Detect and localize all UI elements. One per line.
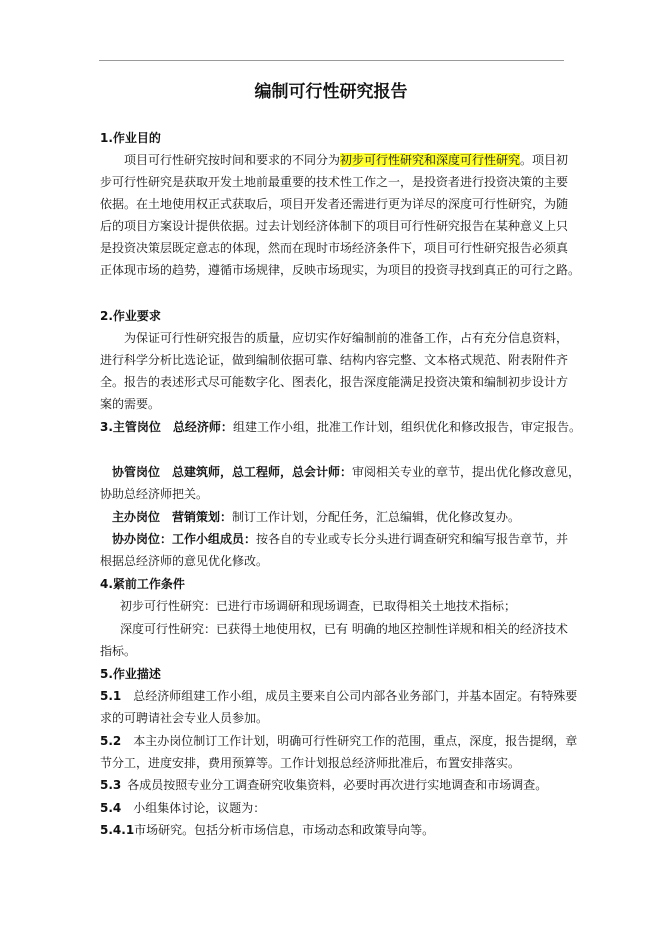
section-4-line-2: 深度可行性研究：已获得土地使用权，已有 明确的地区控制性详规和相关的经济技术 bbox=[120, 622, 568, 636]
section-2-heading: 2.作业要求 bbox=[100, 309, 161, 323]
section-1-line-4: 后的项目方案设计提供依据。过去计划经济体制下的项目可行性研究报告在某种意义上只 bbox=[100, 219, 569, 233]
main-label: 主办岗位 bbox=[112, 510, 161, 524]
main-role-line bbox=[112, 507, 520, 527]
item-number: 5.2 bbox=[100, 734, 122, 748]
item-5-2-line-2: 节分工，进度安排，费用预算等。工作计划报总经济师批准后，布置安排落实。 bbox=[100, 756, 521, 770]
section-2-line-3: 全。报告的表述形式尽可能数字化、图表化，报告深度能满足投资决策和编制初步设计方 bbox=[100, 375, 569, 389]
co-label: 协办岗位：工作小组成员： bbox=[112, 532, 257, 546]
item-5-4-line-1 bbox=[100, 798, 265, 818]
item-number: 5.1 bbox=[100, 689, 122, 703]
assist-role-line-2: 协助总经济师把关。 bbox=[100, 487, 209, 501]
section-1-line-3: 依据。在土地使用权正式获取后，项目开发者还需进行更为详尽的深度可行性研究，为随 bbox=[100, 197, 569, 211]
role-text: 组建工作小组，批准工作计划，组织优化和修改报告，审定报告。 bbox=[232, 420, 581, 434]
item-number: 5.3 bbox=[100, 778, 122, 792]
item-5-1-line-1 bbox=[100, 686, 577, 706]
section-1-line-5: 是投资决策层既定意志的体现，然而在现时市场经济条件下，项目可行性研究报告必须真 bbox=[100, 241, 569, 255]
section-4-line-3: 指标。 bbox=[100, 644, 137, 658]
item-5-1-line-2: 求的可聘请社会专业人员参加。 bbox=[100, 711, 269, 725]
section-3-line-1 bbox=[100, 417, 581, 437]
section-1-heading: 1.作业目的 bbox=[100, 131, 161, 145]
assist-role-line bbox=[112, 462, 580, 482]
assist-role: 总建筑师，总工程师，总会计师： bbox=[172, 465, 353, 479]
assist-label: 协管岗位 bbox=[112, 465, 161, 479]
main-text: 制订工作计划，分配任务，汇总编辑，优化修改复办。 bbox=[232, 510, 521, 524]
item-5-2-line-1 bbox=[100, 731, 577, 751]
item-text: 本主办岗位制订工作计划，明确可行性研究工作的范围，重点，深度，报告提纲，章 bbox=[133, 734, 578, 748]
co-role-line-2: 根据总经济师的意见优化修改。 bbox=[100, 554, 269, 568]
section-1-line-6: 正体现市场的趋势，遵循市场规律，反映市场现实，为项目的投资寻找到真正的可行之路。 bbox=[100, 263, 581, 277]
section-2-line-4: 案的需要。 bbox=[100, 397, 161, 411]
section-4-heading: 4.紧前工作条件 bbox=[100, 577, 185, 591]
item-text: 小组集体讨论，议题为： bbox=[133, 801, 266, 815]
item-5-3-line-1 bbox=[100, 775, 547, 795]
item-text: 各成员按照专业分工调查研究收集资料，必要时再次进行实地调查和市场调查。 bbox=[127, 778, 548, 792]
assist-text: 审阅相关专业的章节，提出优化修改意见， bbox=[352, 465, 581, 479]
section-1-line-1 bbox=[124, 150, 568, 170]
section-4-line-1: 初步可行性研究：已进行市场调研和现场调查，已取得相关土地技术指标； bbox=[120, 599, 517, 613]
section-1-line-2: 步可行性研究是获取开发土地前最重要的技术性工作之一，是投资者进行投资决策的主要 bbox=[100, 175, 569, 189]
section-2-line-1: 为保证可行性研究报告的质量，应切实作好编制前的准备工作，占有充分信息资料， bbox=[124, 331, 569, 345]
role-label: 总经济师： bbox=[172, 420, 233, 434]
text: 项目可行性研究按时间和要求的不同分为 bbox=[124, 153, 341, 167]
item-5-4-1-line-1 bbox=[100, 820, 434, 840]
section-2-line-2: 进行科学分析比选论证，做到编制依据可靠、结构内容完整、文本格式规范、附表附件齐 bbox=[100, 353, 569, 367]
section-3-heading: 3.主管岗位 bbox=[100, 420, 161, 434]
item-number: 5.4 bbox=[100, 801, 122, 815]
highlighted-text: 初步可行性研究和深度可行性研究 bbox=[340, 153, 521, 167]
item-text: 总经济师组建工作小组，成员主要来自公司内部各业务部门，并基本固定。有特殊要 bbox=[133, 689, 578, 703]
header-rule bbox=[99, 60, 564, 61]
section-5-heading: 5.作业描述 bbox=[100, 667, 161, 681]
document-title: 编制可行性研究报告 bbox=[254, 82, 408, 102]
text: 。项目初 bbox=[520, 153, 569, 167]
item-number: 5.4.1 bbox=[100, 823, 135, 837]
item-text: 市场研究。包括分析市场信息，市场动态和政策导向等。 bbox=[134, 823, 435, 837]
co-text: 按各自的专业或专长分头进行调查研究和编写报告章节，并 bbox=[256, 532, 569, 546]
co-role-line bbox=[112, 529, 568, 549]
main-role: 营销策划： bbox=[172, 510, 233, 524]
